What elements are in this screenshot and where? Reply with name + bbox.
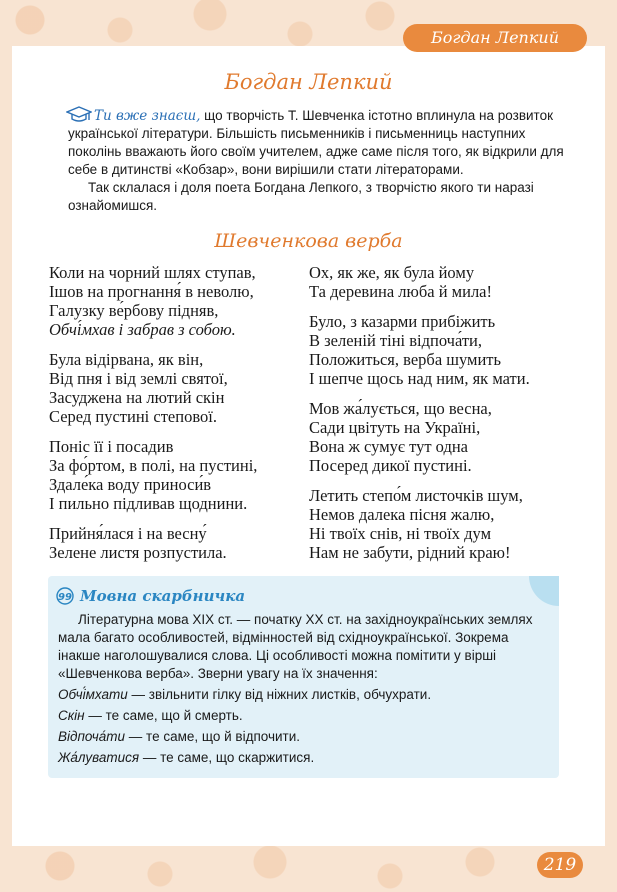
poem-line: Галузку ве́рбову підняв, (49, 301, 219, 320)
poem-line: Ох, як же, як була йому (309, 263, 475, 282)
poem-title: Шевченкова верба (214, 230, 403, 252)
stanza (49, 263, 299, 339)
term-definition (58, 707, 553, 725)
term-definition (58, 686, 553, 704)
term-meaning: — те саме, що й відпочити. (125, 729, 301, 744)
poem-line: Від пня і від землі святої, (49, 369, 228, 388)
poem-line: Нам не забути, рідний краю! (309, 543, 511, 562)
poem-line: Вона ж сумує тут одна (309, 437, 468, 456)
poem-line: Та деревина люба й мила! (309, 282, 492, 301)
term-meaning: — те саме, що скаржитися. (139, 750, 315, 765)
stanza (49, 437, 299, 513)
graduation-cap-icon (66, 106, 92, 124)
term-word: Скін (58, 708, 85, 723)
poem-line: Прийня́лася і на весну́ (49, 524, 207, 543)
poem-line: Ні твоїх снів, ні твоїх дум (309, 524, 492, 543)
term-definition (58, 749, 553, 767)
intro-paragraph-1-text: що творчість Т. Шевченка істотно вплинула на розвиток української літератури. Більшість письменників і письменниць наступних поколінь вважають його своїм учителем, адже саме після того, як відкрили для себе в дитинстві «Кобзар», вони вирішили стати літераторами. (68, 108, 564, 177)
poem-line: Летить степо́м листочків шум, (309, 486, 523, 505)
poem-line: Було, з казарми прибіжить (309, 312, 496, 331)
poem-line: І шепче щось над ним, як мати. (309, 369, 530, 388)
poem-line: Посеред дикої пустині. (309, 456, 472, 475)
stanza (309, 312, 571, 388)
intro-text (68, 106, 564, 215)
poem-column-left (49, 263, 299, 573)
term-word: Жа́луватися (58, 750, 140, 765)
term-definition (58, 728, 553, 746)
poem-line: Коли на чорний шлях ступав, (49, 263, 256, 282)
page-title: Богдан Лепкий (224, 70, 393, 94)
intro-label: Ти вже знаєш, (94, 108, 201, 124)
stanza (49, 524, 299, 562)
poem-column-right (309, 263, 571, 573)
language-treasury-text (58, 611, 553, 767)
poem-line: Засуджена на лютий скін (49, 388, 225, 407)
intro-paragraph-1 (68, 106, 564, 179)
language-treasury-box (48, 576, 559, 778)
term-meaning: — звільнити гілку від ніжних листків, обчухрати. (127, 687, 432, 702)
bottom-decorative-band (0, 846, 617, 892)
intro-paragraph-2: Так склалася і доля поета Богдана Лепкого, з творчістю якого ти наразі ознайомишся. (68, 180, 534, 213)
poem-line: Мов жа́лується, що весна, (309, 399, 492, 418)
poem-line (49, 320, 299, 339)
poem-line-italic-word: Обчі́мхав і забрав з собою. (49, 320, 236, 339)
poem-line: Немов далека пісня жалю, (309, 505, 495, 524)
language-treasury-title: Мовна скарбничка (80, 587, 246, 605)
stanza (309, 263, 571, 301)
poem-line: Зелене листя розпустила. (49, 543, 227, 562)
poem-line: Сади цвітуть на Україні, (309, 418, 481, 437)
poem-line: Серед пустині степової. (49, 407, 217, 426)
poem-line: Була відірвана, як він, (49, 350, 204, 369)
stanza (309, 399, 571, 475)
term-word: Відпоча́ти (58, 729, 126, 744)
poem-line: Ішов на прогнання́ в неволю, (49, 282, 254, 301)
svg-text:99: 99 (58, 592, 72, 603)
page-number: 219 (537, 852, 583, 878)
poem-line: В зеленій тіні відпоча́ти, (309, 331, 483, 350)
right-decorative-band (605, 46, 617, 892)
poem-line: І пильно підливав щоднини. (49, 494, 248, 513)
term-meaning: — те саме, що й смерть. (84, 708, 243, 723)
poem-line: Здале́ка воду приноси́в (49, 475, 212, 494)
poem-line: Поніс її і посадив (49, 437, 174, 456)
stanza (309, 486, 571, 562)
left-decorative-band (0, 46, 12, 892)
running-header: Богдан Лепкий (403, 24, 587, 52)
poem-line: За фо́ртом, в полі, на пустині, (49, 456, 258, 475)
stanza (49, 350, 299, 426)
quote-bubble-icon (56, 587, 74, 605)
language-treasury-heading (56, 586, 245, 606)
term-word: Обчі́мхати (58, 687, 128, 702)
box-corner-decoration (529, 576, 559, 606)
poem-line: Положиться, верба шумить (309, 350, 502, 369)
language-treasury-paragraph: Літературна мова ХІХ ст. — початку ХХ ст. на західноукраїнських землях мала багато особливостей, відмінностей від східноукраїнської. Зокрема інакше наголошувалися слова. Ці особливості можна помітити у вірші «Шевченкова верба». Зверни увагу на їх значення: (58, 612, 533, 681)
